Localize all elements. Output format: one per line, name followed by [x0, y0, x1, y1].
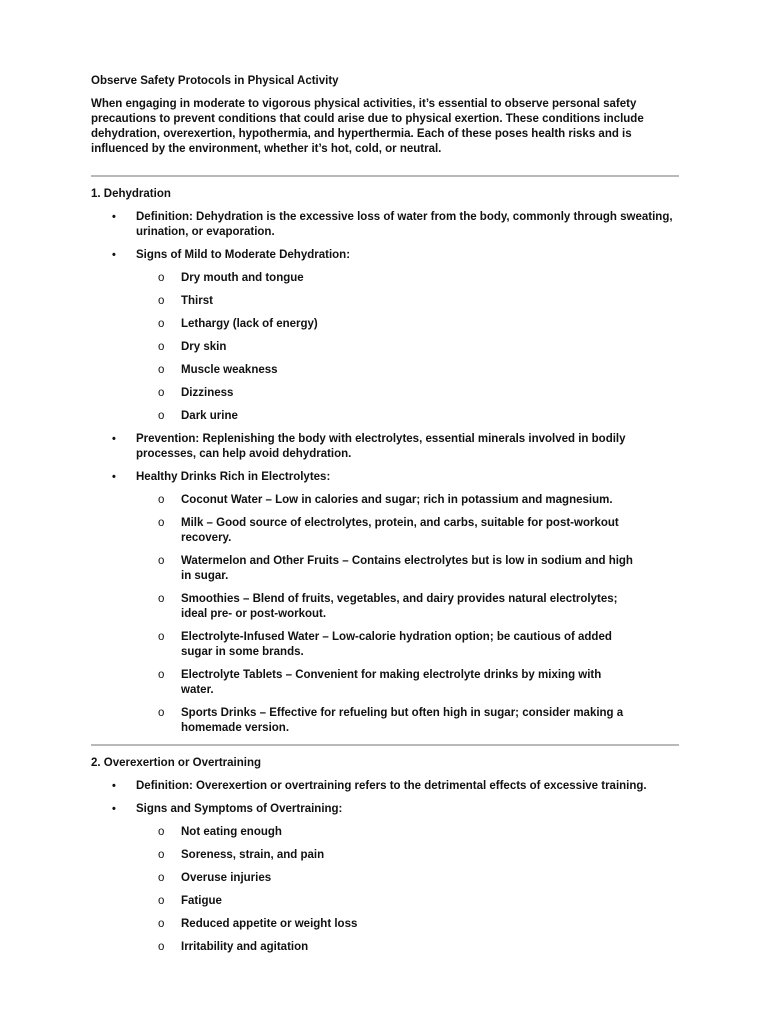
- list-item: [91, 432, 679, 462]
- list-item: [91, 779, 679, 794]
- sub-list-item-text: Electrolyte Tablets – Convenient for making electrolyte drinks by mixing with water.: [181, 669, 602, 696]
- circle-bullet-icon: o: [158, 872, 165, 884]
- circle-bullet-icon: o: [158, 849, 165, 861]
- sub-list-item: [136, 516, 634, 546]
- sub-list-item-text: Overuse injuries: [181, 872, 272, 884]
- circle-bullet-icon: o: [158, 555, 165, 567]
- list-item-text: Definition: Dehydration is the excessive loss of water from the body, commonly through sweating, urination, or evaporation.: [136, 211, 673, 238]
- circle-bullet-icon: o: [158, 341, 165, 353]
- sub-list-item: [136, 894, 634, 909]
- sub-list-item-text: Muscle weakness: [181, 364, 278, 376]
- section: [91, 187, 678, 736]
- sub-list-item: [136, 493, 634, 508]
- circle-bullet-icon: o: [158, 707, 165, 719]
- sub-list-item: [136, 668, 634, 698]
- sub-list-item: [136, 409, 634, 424]
- list-item: [91, 210, 679, 240]
- circle-bullet-icon: o: [158, 631, 165, 643]
- circle-bullet-icon: o: [158, 364, 165, 376]
- sub-list-item: [136, 294, 634, 309]
- list-item: [91, 470, 679, 736]
- circle-bullet-icon: o: [158, 895, 165, 907]
- sub-list-item-text: Sports Drinks – Effective for refueling but often high in sugar; consider making a homemade version.: [181, 707, 624, 734]
- sub-list-item-text: Dry skin: [181, 341, 227, 353]
- section-heading: 1. Dehydration: [91, 188, 171, 200]
- document-title: Observe Safety Protocols in Physical Activity: [91, 75, 339, 87]
- circle-bullet-icon: o: [158, 318, 165, 330]
- sub-list-item-text: Lethargy (lack of energy): [181, 318, 318, 330]
- sub-list-item: [136, 825, 634, 840]
- circle-bullet-icon: o: [158, 669, 165, 681]
- circle-bullet-icon: o: [158, 387, 165, 399]
- circle-bullet-icon: o: [158, 295, 165, 307]
- sub-list-item-text: Milk – Good source of electrolytes, protein, and carbs, suitable for post-workout recovery.: [181, 517, 619, 544]
- sub-list-item-text: Dizziness: [181, 387, 234, 399]
- circle-bullet-icon: o: [158, 593, 165, 605]
- intro-paragraph: When engaging in moderate to vigorous physical activities, it’s essential to observe personal safety precautions to prevent conditions that could arise due to physical exertion. These conditions include dehydration, overexertion, hypothermia, and hyperthermia. Each of these poses health risks and is influenced by the environment, whether it’s hot, cold, or neutral.: [91, 98, 644, 155]
- circle-bullet-icon: o: [158, 941, 165, 953]
- sub-list-item-text: Coconut Water – Low in calories and sugar; rich in potassium and magnesium.: [181, 494, 613, 506]
- section-divider: [91, 175, 679, 177]
- circle-bullet-icon: o: [158, 410, 165, 422]
- sub-list-item: [136, 940, 634, 955]
- circle-bullet-icon: o: [158, 517, 165, 529]
- circle-bullet-icon: o: [158, 918, 165, 930]
- bullet-icon: •: [112, 780, 116, 792]
- section: [91, 756, 678, 955]
- sub-list: [136, 825, 679, 955]
- circle-bullet-icon: o: [158, 272, 165, 284]
- sub-list-item: [136, 386, 634, 401]
- list-item-text: Definition: Overexertion or overtraining refers to the detrimental effects of excessive training.: [136, 780, 647, 792]
- sub-list-item: [136, 871, 634, 886]
- sub-list-item: [136, 340, 634, 355]
- circle-bullet-icon: o: [158, 826, 165, 838]
- list-item: [91, 802, 679, 955]
- list-item-text: Signs and Symptoms of Overtraining:: [136, 803, 343, 815]
- sub-list-item: [136, 630, 634, 660]
- section-divider: [91, 744, 679, 746]
- sub-list-item-text: Thirst: [181, 295, 213, 307]
- list-item-text: Prevention: Replenishing the body with electrolytes, essential minerals involved in bodily processes, can help avoid dehydration.: [136, 433, 626, 460]
- bullet-icon: •: [112, 471, 116, 483]
- sub-list-item-text: Irritability and agitation: [181, 941, 309, 953]
- bullet-list: [91, 210, 678, 736]
- sub-list-item: [136, 363, 634, 378]
- sub-list-item: [136, 917, 634, 932]
- list-item: [91, 248, 679, 424]
- sub-list-item-text: Not eating enough: [181, 826, 282, 838]
- sub-list-item-text: Smoothies – Blend of fruits, vegetables, and dairy provides natural electrolytes; ideal pre- or post-workout.: [181, 593, 618, 620]
- sub-list-item-text: Reduced appetite or weight loss: [181, 918, 358, 930]
- section-heading: 2. Overexertion or Overtraining: [91, 757, 262, 769]
- circle-bullet-icon: o: [158, 494, 165, 506]
- sub-list-item-text: Dark urine: [181, 410, 238, 422]
- sub-list-item: [136, 848, 634, 863]
- sub-list: [136, 493, 679, 736]
- sub-list: [136, 271, 679, 424]
- sub-list-item-text: Watermelon and Other Fruits – Contains electrolytes but is low in sodium and high in sugar.: [181, 555, 633, 582]
- sub-list-item: [136, 317, 634, 332]
- bullet-icon: •: [112, 211, 116, 223]
- sections-container: [91, 175, 678, 955]
- bullet-icon: •: [112, 803, 116, 815]
- bullet-icon: •: [112, 433, 116, 445]
- bullet-icon: •: [112, 249, 116, 261]
- sub-list-item: [136, 592, 634, 622]
- list-item-text: Signs of Mild to Moderate Dehydration:: [136, 249, 351, 261]
- list-item-text: Healthy Drinks Rich in Electrolytes:: [136, 471, 331, 483]
- sub-list-item: [136, 554, 634, 584]
- sub-list-item-text: Soreness, strain, and pain: [181, 849, 325, 861]
- sub-list-item-text: Fatigue: [181, 895, 222, 907]
- sub-list-item: [136, 706, 634, 736]
- bullet-list: [91, 779, 678, 955]
- sub-list-item-text: Dry mouth and tongue: [181, 272, 304, 284]
- sub-list-item-text: Electrolyte-Infused Water – Low-calorie hydration option; be cautious of added sugar in some brands.: [181, 631, 612, 658]
- sub-list-item: [136, 271, 634, 286]
